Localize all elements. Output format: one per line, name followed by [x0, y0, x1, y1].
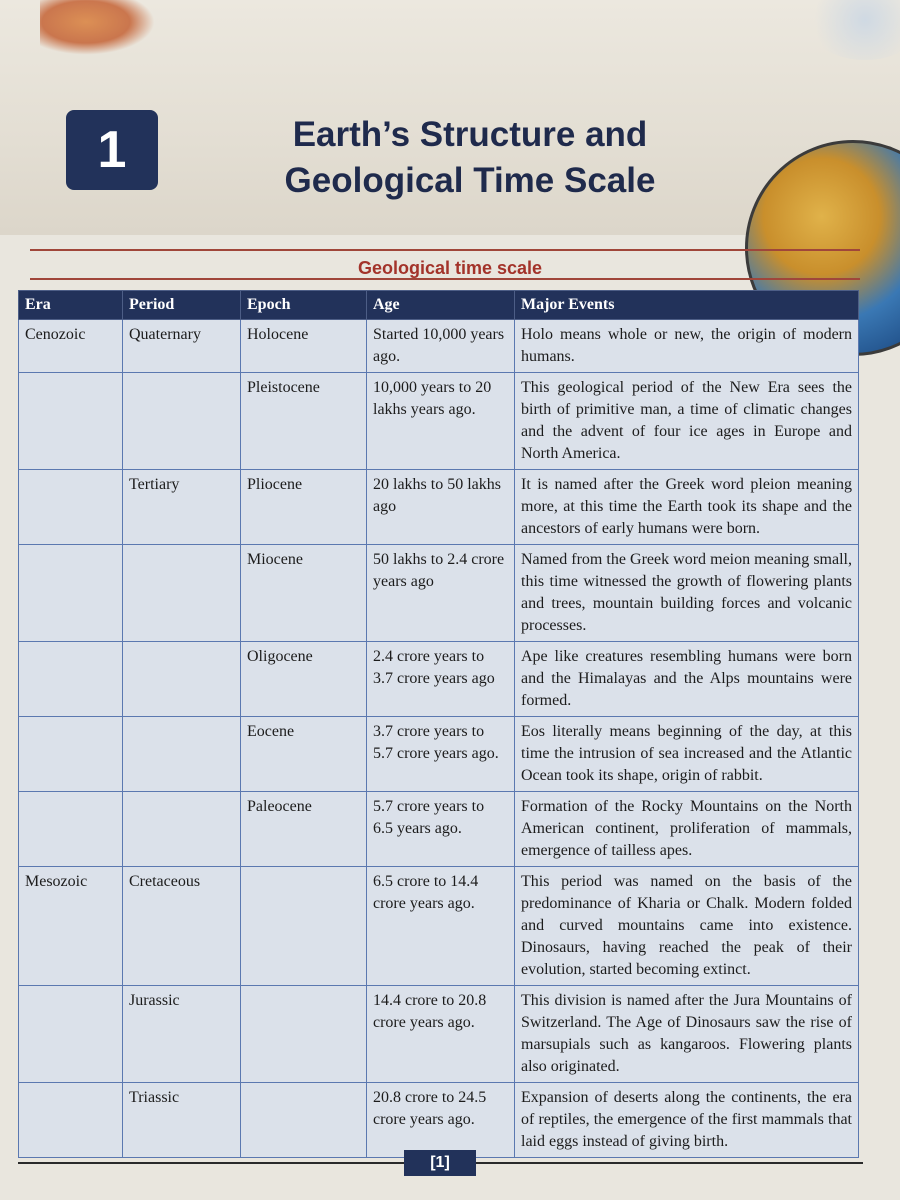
cell-epoch: Pleistocene [241, 373, 367, 470]
table-row [19, 470, 859, 545]
cell-period: Quaternary [123, 320, 241, 373]
table-row [19, 373, 859, 470]
table-row [19, 792, 859, 867]
cell-epoch: Miocene [241, 545, 367, 642]
header-era: Era [19, 291, 123, 320]
cell-period: Jurassic [123, 986, 241, 1083]
table-row [19, 1083, 859, 1158]
globe-illustration-top [805, 0, 900, 60]
cell-era: Cenozoic [19, 320, 123, 373]
cell-era [19, 373, 123, 470]
map-illustration [40, 0, 155, 55]
cell-era [19, 470, 123, 545]
cell-period [123, 642, 241, 717]
cell-period: Triassic [123, 1083, 241, 1158]
cell-age: 3.7 crore years to 5.7 crore years ago. [367, 717, 515, 792]
cell-epoch [241, 867, 367, 986]
cell-period [123, 373, 241, 470]
cell-epoch [241, 1083, 367, 1158]
cell-epoch: Pliocene [241, 470, 367, 545]
cell-age: 5.7 crore years to 6.5 years ago. [367, 792, 515, 867]
cell-age: 10,000 years to 20 lakhs years ago. [367, 373, 515, 470]
cell-age: 20.8 crore to 24.5 crore years ago. [367, 1083, 515, 1158]
cell-events: Ape like creatures resembling humans were born and the Himalayas and the Alps mountains were formed. [515, 642, 859, 717]
section-title: Geological time scale [357, 258, 543, 278]
cell-events: Holo means whole or new, the origin of modern humans. [515, 320, 859, 373]
cell-era: Mesozoic [19, 867, 123, 986]
cell-age: 50 lakhs to 2.4 crore years ago [367, 545, 515, 642]
header-major-events: Major Events [515, 291, 859, 320]
divider-bottom [30, 278, 860, 280]
header-epoch: Epoch [241, 291, 367, 320]
divider-top [30, 249, 860, 251]
chapter-title: Earth’s Structure and Geological Time Scale [284, 115, 656, 200]
cell-events: Formation of the Rocky Mountains on the North American continent, proliferation of mammals, emergence of tailless apes. [515, 792, 859, 867]
cell-era [19, 792, 123, 867]
cell-events: This geological period of the New Era sees the birth of primitive man, a time of climatic changes and the advent of four ice ages in Europe and North America. [515, 373, 859, 470]
table-row [19, 642, 859, 717]
header-age: Age [367, 291, 515, 320]
cell-period [123, 545, 241, 642]
cell-age: 6.5 crore to 14.4 crore years ago. [367, 867, 515, 986]
cell-age: 2.4 crore years to 3.7 crore years ago [367, 642, 515, 717]
table-row [19, 867, 859, 986]
header-period: Period [123, 291, 241, 320]
chapter-number-badge: 1 [66, 110, 158, 190]
cell-era [19, 717, 123, 792]
cell-age: 14.4 crore to 20.8 crore years ago. [367, 986, 515, 1083]
cell-events: Named from the Greek word meion meaning small, this time witnessed the growth of flowering plants and trees, mountain building forces and volcanic processes. [515, 545, 859, 642]
cell-epoch: Oligocene [241, 642, 367, 717]
cell-age: Started 10,000 years ago. [367, 320, 515, 373]
cell-epoch: Eocene [241, 717, 367, 792]
cell-era [19, 1083, 123, 1158]
cell-period [123, 792, 241, 867]
cell-era [19, 986, 123, 1083]
table-row [19, 545, 859, 642]
cell-period [123, 717, 241, 792]
cell-epoch: Paleocene [241, 792, 367, 867]
cell-events: This division is named after the Jura Mountains of Switzerland. The Age of Dinosaurs saw the rise of marsupials such as kangaroos. Flowering plants also originated. [515, 986, 859, 1083]
cell-epoch: Holocene [241, 320, 367, 373]
cell-events: It is named after the Greek word pleion meaning more, at this time the Earth took its shape and the ancestors of early humans were born. [515, 470, 859, 545]
cell-epoch [241, 986, 367, 1083]
table-row [19, 986, 859, 1083]
table-header-row [19, 291, 859, 320]
cell-period: Tertiary [123, 470, 241, 545]
cell-events: Expansion of deserts along the continents, the era of reptiles, the emergence of the first mammals that laid eggs instead of giving birth. [515, 1083, 859, 1158]
cell-events: Eos literally means beginning of the day, at this time the intrusion of sea increased and the Atlantic Ocean took its shape, origin of rabbit. [515, 717, 859, 792]
cell-period: Cretaceous [123, 867, 241, 986]
chapter-header [0, 0, 900, 235]
cell-age: 20 lakhs to 50 lakhs ago [367, 470, 515, 545]
page-number: [1] [404, 1150, 476, 1176]
cell-era [19, 545, 123, 642]
table-row [19, 717, 859, 792]
table-row [19, 320, 859, 373]
cell-events: This period was named on the basis of the predominance of Kharia or Chalk. Modern folded and curved mountains came into existence. Dinosaurs, having reached the peak of their evolution, started becoming extinct. [515, 867, 859, 986]
geological-time-table [18, 290, 859, 1158]
cell-era [19, 642, 123, 717]
